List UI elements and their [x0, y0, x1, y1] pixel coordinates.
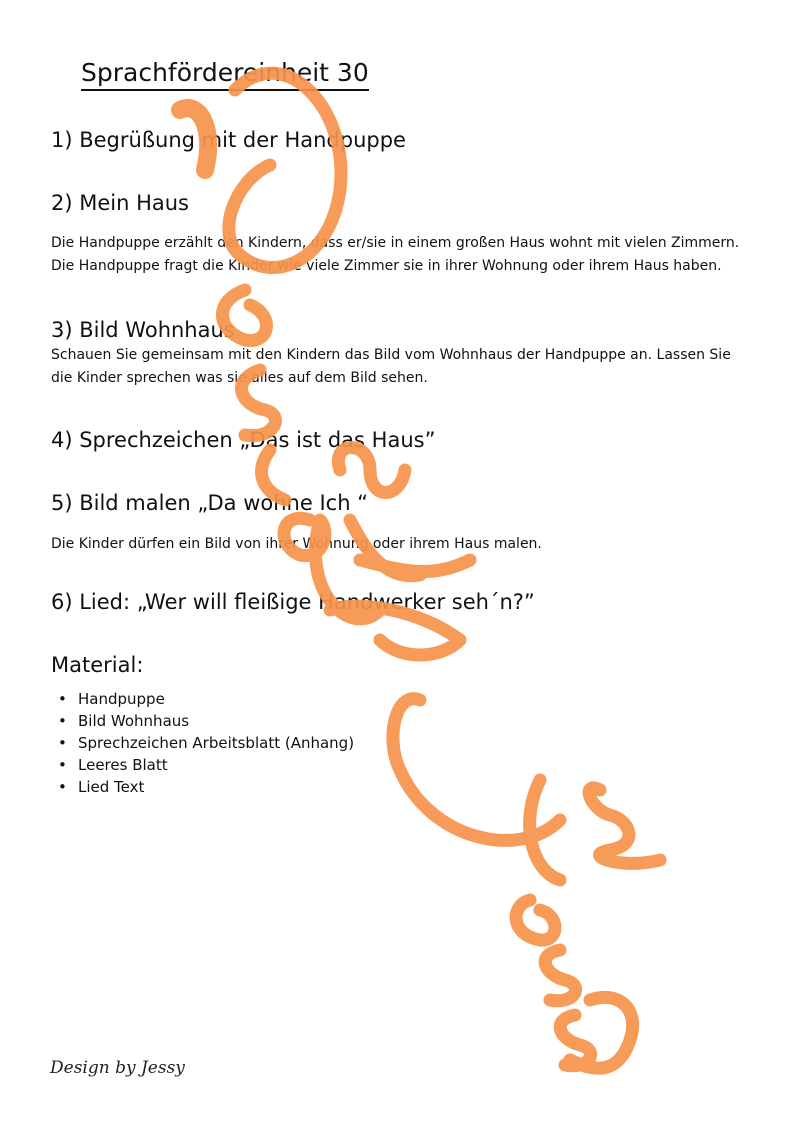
bullet-icon: •	[58, 734, 67, 752]
page-title: Sprachfördereinheit 30	[81, 58, 369, 91]
section-4-heading: 4) Sprechzeichen „Das ist das Haus”	[51, 428, 436, 452]
bullet-icon: •	[58, 712, 67, 730]
material-list	[51, 688, 354, 798]
list-item-label: Sprechzeichen Arbeitsblatt (Anhang)	[78, 734, 355, 752]
list-item-label: Handpuppe	[78, 690, 165, 708]
bullet-icon: •	[58, 756, 67, 774]
section-5-body: Die Kinder dürfen ein Bild von ihrer Wohnung oder ihrem Haus malen.	[51, 536, 542, 552]
section-3-heading: 3) Bild Wohnhaus	[51, 318, 235, 342]
section-5-heading: 5) Bild malen „Da wohne Ich “	[51, 491, 369, 515]
section-2-body: Die Handpuppe erzählt den Kindern, dass er/sie in einem großen Haus wohnt mit vielen Zimmern. Die Handpuppe fragt die Kinder wie viele Zimmer sie in ihrer Wohnung oder ihrem Haus haben.	[51, 235, 740, 274]
section-1-heading: 1) Begrüßung mit der Handpuppe	[51, 128, 406, 152]
list-item	[51, 710, 354, 732]
list-item-label: Leeres Blatt	[78, 756, 168, 774]
section-2-heading: 2) Mein Haus	[51, 191, 189, 215]
section-6-heading: 6) Lied: „Wer will fleißige Handwerker seh´n?”	[51, 590, 535, 614]
list-item-label: Lied Text	[78, 778, 145, 796]
bullet-icon: •	[58, 690, 67, 708]
list-item	[51, 754, 354, 776]
list-item	[51, 732, 354, 754]
bullet-icon: •	[58, 778, 67, 796]
list-item	[51, 688, 354, 710]
list-item-label: Bild Wohnhaus	[78, 712, 190, 730]
list-item	[51, 776, 354, 798]
section-3-body: Schauen Sie gemeinsam mit den Kindern das Bild vom Wohnhaus der Handpuppe an. Lassen Sie die Kinder sprechen was sie alles auf dem Bild sehen.	[51, 347, 731, 386]
footer-logo: Design by Jessy	[50, 1058, 185, 1078]
material-heading: Material:	[51, 653, 144, 677]
